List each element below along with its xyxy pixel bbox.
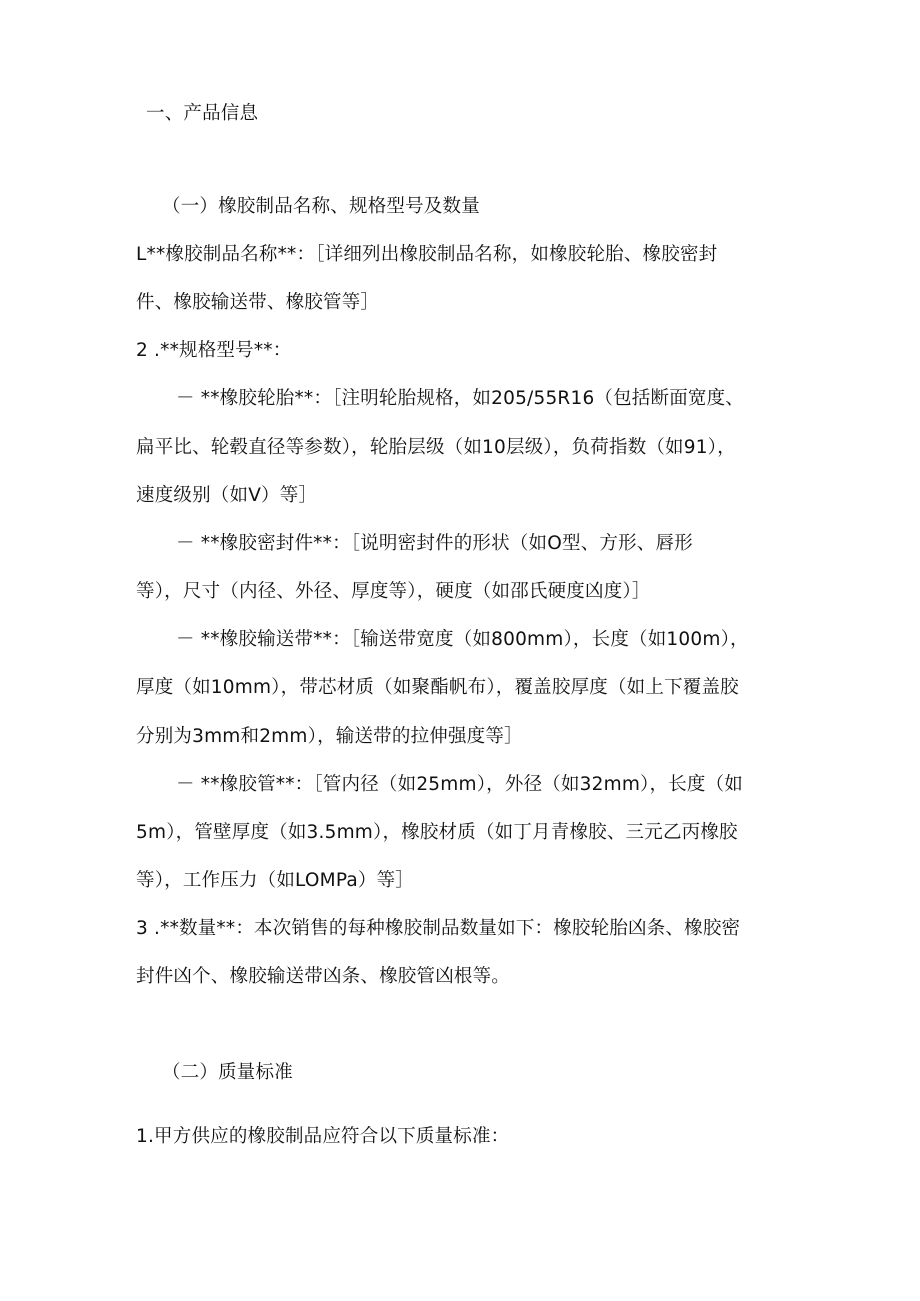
paragraph-line: 2 .**规格型号**： xyxy=(136,340,292,361)
subsection-heading: （一）橡胶制品名称、规格型号及数量 xyxy=(162,196,480,217)
paragraph-line: 分别为3mm和2mm），输送带的拉伸强度等］ xyxy=(136,726,523,747)
paragraph-line: 封件凶个、橡胶输送带凶条、橡胶管凶根等。 xyxy=(136,966,511,987)
paragraph-line: 扁平比、轮毂直径等参数），轮胎层级（如10层级），负荷指数（如91）， xyxy=(136,437,736,458)
paragraph-line: － **橡胶管**：［管内径（如25mm），外径（如32mm），长度（如 xyxy=(176,774,743,795)
paragraph-line: 等），尺寸（内径、外径、厚度等），硬度（如邵氏硬度凶度）］ xyxy=(136,581,651,602)
paragraph-line: 5m），管壁厚度（如3.5mm），橡胶材质（如丁月青橡胶、三元乙丙橡胶 xyxy=(136,822,738,843)
paragraph-line: 件、橡胶输送带、橡胶管等］ xyxy=(136,292,380,313)
paragraph-line: － **橡胶输送带**：［输送带宽度（如800mm），长度（如100m）， xyxy=(176,629,749,650)
paragraph-line: 3 .**数量**：本次销售的每种橡胶制品数量如下：橡胶轮胎凶条、橡胶密 xyxy=(136,918,741,939)
paragraph-line: 速度级别（如V）等］ xyxy=(136,485,318,506)
paragraph-line: － **橡胶轮胎**：［注明轮胎规格，如205/55R16（包括断面宽度、 xyxy=(176,388,745,409)
paragraph-line: 等），工作压力（如LOMPa）等］ xyxy=(136,870,414,891)
paragraph-line: L**橡胶制品名称**：［详细列出橡胶制品名称，如橡胶轮胎、橡胶密封 xyxy=(136,244,718,265)
paragraph-line: 1.甲方供应的橡胶制品应符合以下质量标准： xyxy=(136,1126,510,1147)
subsection-heading: （二）质量标准 xyxy=(162,1062,293,1083)
paragraph-line: － **橡胶密封件**：［说明密封件的形状（如O型、方形、唇形 xyxy=(176,533,693,554)
paragraph-line: 厚度（如10mm），带芯材质（如聚酯帆布），覆盖胶厚度（如上下覆盖胶 xyxy=(136,677,739,698)
section-heading: 一、产品信息 xyxy=(146,103,259,124)
